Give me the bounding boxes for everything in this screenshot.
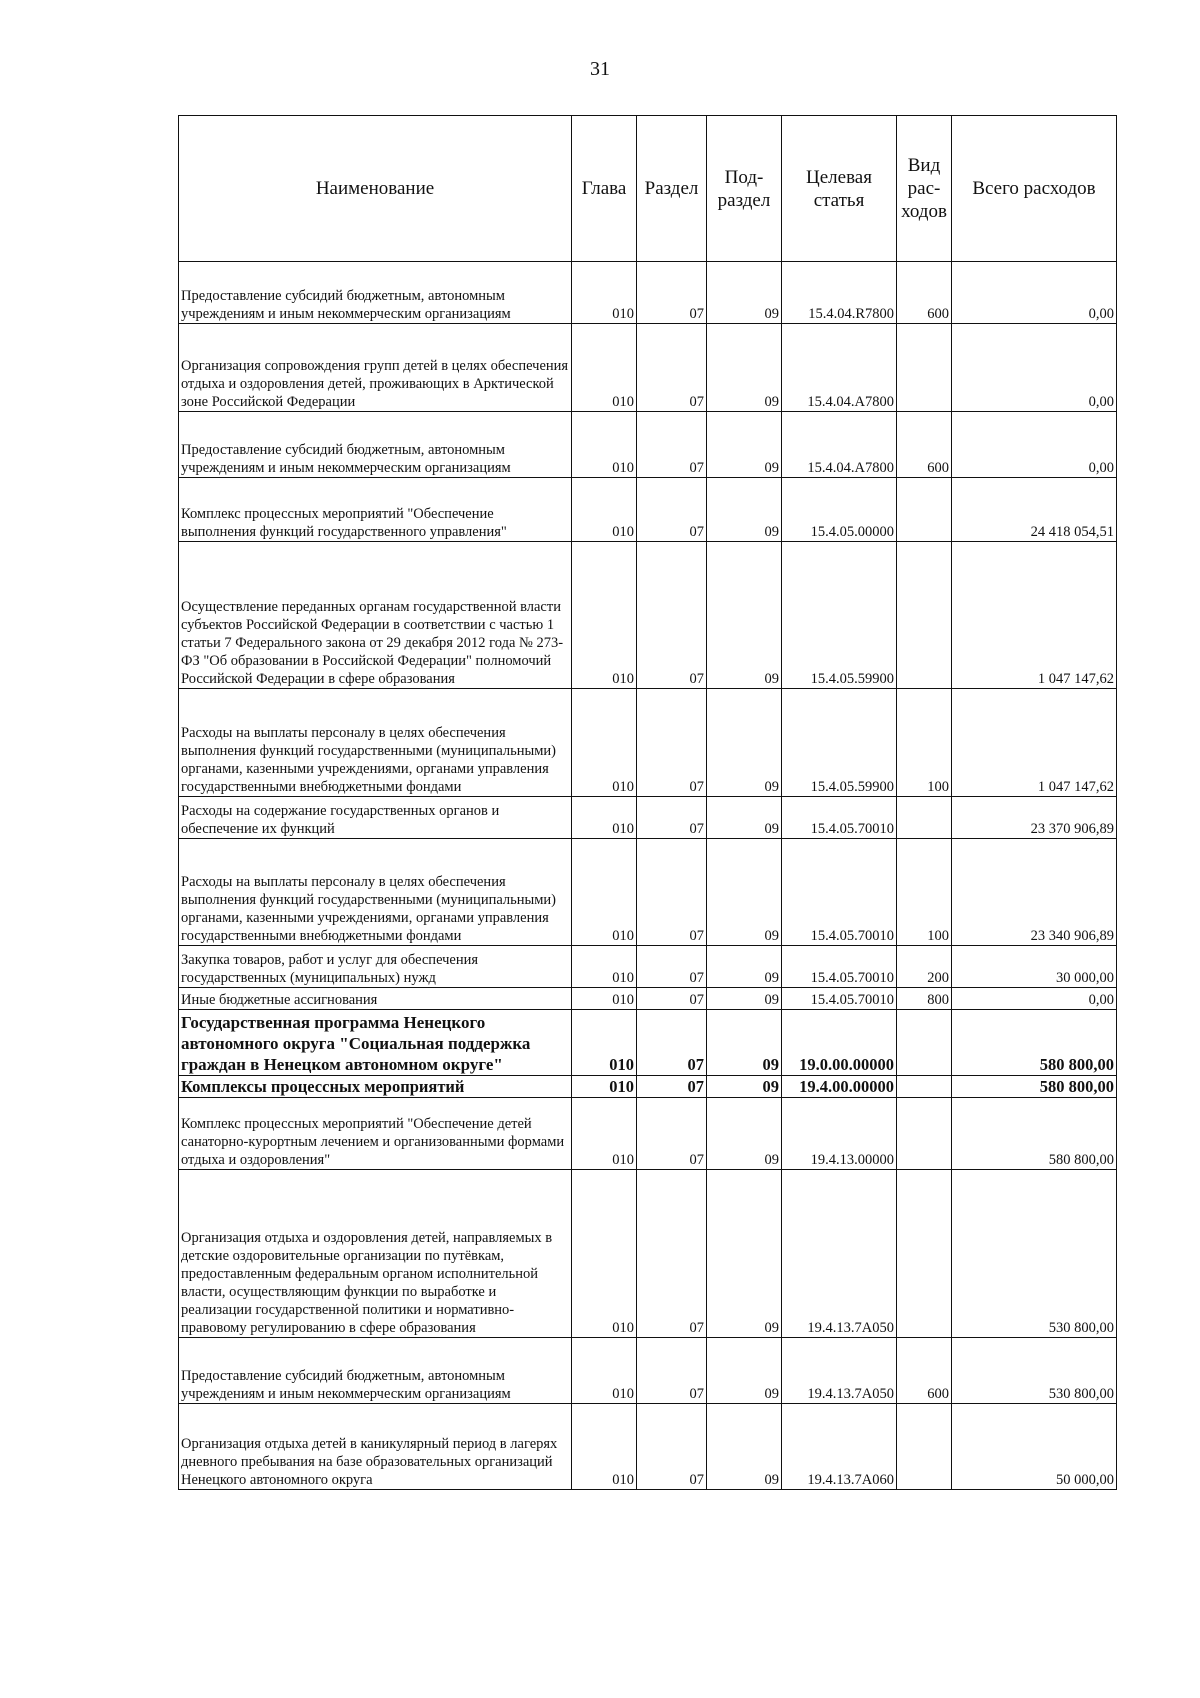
- table-row: [179, 839, 1117, 946]
- row-section: 07: [637, 839, 707, 946]
- row-chapter: 010: [572, 1404, 637, 1490]
- row-target: 19.4.13.7A050: [782, 1338, 897, 1404]
- row-target: 15.4.05.70010: [782, 797, 897, 839]
- table-row: [179, 988, 1117, 1010]
- row-section: 07: [637, 946, 707, 988]
- table-row: [179, 1098, 1117, 1170]
- row-target: 19.0.00.00000: [782, 1010, 897, 1076]
- row-target: 15.4.04.A7800: [782, 324, 897, 412]
- table-row: [179, 478, 1117, 542]
- row-total: 530 800,00: [952, 1338, 1117, 1404]
- row-chapter: 010: [572, 412, 637, 478]
- row-target: 15.4.05.70010: [782, 839, 897, 946]
- row-type: [897, 1170, 952, 1338]
- row-target: 19.4.13.7A050: [782, 1170, 897, 1338]
- row-name: Иные бюджетные ассигнования: [179, 988, 572, 1010]
- row-chapter: 010: [572, 1010, 637, 1076]
- row-type: [897, 1098, 952, 1170]
- row-subsection: 09: [707, 1404, 782, 1490]
- row-chapter: 010: [572, 689, 637, 797]
- row-section: 07: [637, 542, 707, 689]
- header-target: Целевая статья: [782, 116, 897, 262]
- row-section: 07: [637, 689, 707, 797]
- row-type: [897, 1010, 952, 1076]
- row-chapter: 010: [572, 1076, 637, 1098]
- row-subsection: 09: [707, 412, 782, 478]
- row-type: [897, 797, 952, 839]
- row-section: 07: [637, 1404, 707, 1490]
- row-subsection: 09: [707, 946, 782, 988]
- row-section: 07: [637, 1098, 707, 1170]
- row-name: Предоставление субсидий бюджетным, автономным учреждениям и иным некоммерческим организациям: [179, 262, 572, 324]
- row-target: 19.4.00.00000: [782, 1076, 897, 1098]
- row-chapter: 010: [572, 1098, 637, 1170]
- row-subsection: 09: [707, 839, 782, 946]
- row-total: 580 800,00: [952, 1010, 1117, 1076]
- row-type: 600: [897, 262, 952, 324]
- row-type: [897, 1076, 952, 1098]
- table-row: [179, 946, 1117, 988]
- row-name: Расходы на выплаты персоналу в целях обеспечения выполнения функций государственными (муниципальными) органами, казенными учреждениями, органами управления государственными внебюджетными фондами: [179, 689, 572, 797]
- row-total: 30 000,00: [952, 946, 1117, 988]
- row-chapter: 010: [572, 542, 637, 689]
- table-header-row: [179, 116, 1117, 262]
- row-name: Закупка товаров, работ и услуг для обеспечения государственных (муниципальных) нужд: [179, 946, 572, 988]
- row-total: 0,00: [952, 988, 1117, 1010]
- header-chapter: Глава: [572, 116, 637, 262]
- row-chapter: 010: [572, 478, 637, 542]
- row-subsection: 09: [707, 542, 782, 689]
- row-subsection: 09: [707, 1076, 782, 1098]
- row-target: 15.4.04.A7800: [782, 412, 897, 478]
- row-total: 580 800,00: [952, 1098, 1117, 1170]
- row-subsection: 09: [707, 1010, 782, 1076]
- row-total: 0,00: [952, 412, 1117, 478]
- row-name: Организация сопровождения групп детей в целях обеспечения отдыха и оздоровления детей, проживающих в Арктической зоне Российской Федерации: [179, 324, 572, 412]
- row-chapter: 010: [572, 839, 637, 946]
- row-total: 1 047 147,62: [952, 542, 1117, 689]
- row-name: Комплексы процессных мероприятий: [179, 1076, 572, 1098]
- row-subsection: 09: [707, 1170, 782, 1338]
- row-chapter: 010: [572, 797, 637, 839]
- table-row: [179, 542, 1117, 689]
- row-name: Организация отдыха детей в каникулярный период в лагерях дневного пребывания на базе образовательных организаций Ненецкого автономного округа: [179, 1404, 572, 1490]
- page-number: 31: [590, 58, 610, 80]
- row-subsection: 09: [707, 689, 782, 797]
- row-subsection: 09: [707, 1338, 782, 1404]
- row-name: Расходы на выплаты персоналу в целях обеспечения выполнения функций государственными (муниципальными) органами, казенными учреждениями, органами управления государственными внебюджетными фондами: [179, 839, 572, 946]
- row-type: [897, 1404, 952, 1490]
- row-target: 15.4.05.59900: [782, 542, 897, 689]
- row-type: 100: [897, 689, 952, 797]
- row-target: 19.4.13.7A060: [782, 1404, 897, 1490]
- row-section: 07: [637, 1010, 707, 1076]
- header-type: Вид рас-ходов: [897, 116, 952, 262]
- row-total: 0,00: [952, 262, 1117, 324]
- row-section: 07: [637, 324, 707, 412]
- row-section: 07: [637, 1170, 707, 1338]
- table-row-program: [179, 1010, 1117, 1076]
- row-type: 800: [897, 988, 952, 1010]
- row-subsection: 09: [707, 1098, 782, 1170]
- header-section: Раздел: [637, 116, 707, 262]
- row-name: Организация отдыха и оздоровления детей, направляемых в детские оздоровительные организации по путёвкам, предоставленным федеральным органом исполнительной власти, осуществляющим функции по выработке и реализации государственной политики и нормативно-правовому регулированию в сфере образования: [179, 1170, 572, 1338]
- row-target: 15.4.05.70010: [782, 988, 897, 1010]
- row-chapter: 010: [572, 324, 637, 412]
- row-section: 07: [637, 478, 707, 542]
- row-total: 24 418 054,51: [952, 478, 1117, 542]
- table-row: [179, 324, 1117, 412]
- row-total: 1 047 147,62: [952, 689, 1117, 797]
- row-section: 07: [637, 1338, 707, 1404]
- table-row: [179, 689, 1117, 797]
- row-name: Осуществление переданных органам государственной власти субъектов Российской Федерации в соответствии с частью 1 статьи 7 Федерального закона от 29 декабря 2012 года № 273-ФЗ "Об образовании в Российской Федерации" полномочий Российской Федерации в сфере образования: [179, 542, 572, 689]
- row-section: 07: [637, 262, 707, 324]
- row-type: 100: [897, 839, 952, 946]
- row-name: Предоставление субсидий бюджетным, автономным учреждениям и иным некоммерческим организациям: [179, 1338, 572, 1404]
- row-section: 07: [637, 988, 707, 1010]
- table-row: [179, 412, 1117, 478]
- row-type: [897, 542, 952, 689]
- table-row: [179, 1338, 1117, 1404]
- row-target: 15.4.05.70010: [782, 946, 897, 988]
- row-total: 23 370 906,89: [952, 797, 1117, 839]
- row-type: 600: [897, 1338, 952, 1404]
- row-chapter: 010: [572, 262, 637, 324]
- row-total: 0,00: [952, 324, 1117, 412]
- budget-table: [178, 115, 1117, 1490]
- table-row: [179, 262, 1117, 324]
- row-target: 15.4.05.59900: [782, 689, 897, 797]
- row-total: 23 340 906,89: [952, 839, 1117, 946]
- row-type: [897, 324, 952, 412]
- row-target: 19.4.13.00000: [782, 1098, 897, 1170]
- row-section: 07: [637, 1076, 707, 1098]
- header-name: Наименование: [179, 116, 572, 262]
- row-subsection: 09: [707, 262, 782, 324]
- row-name: Комплекс процессных мероприятий "Обеспечение выполнения функций государственного управления": [179, 478, 572, 542]
- row-section: 07: [637, 797, 707, 839]
- row-type: 600: [897, 412, 952, 478]
- row-chapter: 010: [572, 946, 637, 988]
- row-type: [897, 478, 952, 542]
- row-target: 15.4.05.00000: [782, 478, 897, 542]
- row-subsection: 09: [707, 478, 782, 542]
- row-total: 50 000,00: [952, 1404, 1117, 1490]
- row-chapter: 010: [572, 988, 637, 1010]
- row-chapter: 010: [572, 1170, 637, 1338]
- table-row-complex: [179, 1076, 1117, 1098]
- row-section: 07: [637, 412, 707, 478]
- row-subsection: 09: [707, 324, 782, 412]
- table-row: [179, 797, 1117, 839]
- row-target: 15.4.04.R7800: [782, 262, 897, 324]
- row-total: 530 800,00: [952, 1170, 1117, 1338]
- table-row: [179, 1404, 1117, 1490]
- row-name: Комплекс процессных мероприятий "Обеспечение детей санаторно-курортным лечением и организованными формами отдыха и оздоровления": [179, 1098, 572, 1170]
- row-subsection: 09: [707, 797, 782, 839]
- row-chapter: 010: [572, 1338, 637, 1404]
- header-total: Всего расходов: [952, 116, 1117, 262]
- row-subsection: 09: [707, 988, 782, 1010]
- table-row: [179, 1170, 1117, 1338]
- row-type: 200: [897, 946, 952, 988]
- row-total: 580 800,00: [952, 1076, 1117, 1098]
- header-subsection: Под-раздел: [707, 116, 782, 262]
- row-name: Государственная программа Ненецкого автономного округа "Социальная поддержка граждан в Ненецком автономном округе": [179, 1010, 572, 1076]
- row-name: Предоставление субсидий бюджетным, автономным учреждениям и иным некоммерческим организациям: [179, 412, 572, 478]
- row-name: Расходы на содержание государственных органов и обеспечение их функций: [179, 797, 572, 839]
